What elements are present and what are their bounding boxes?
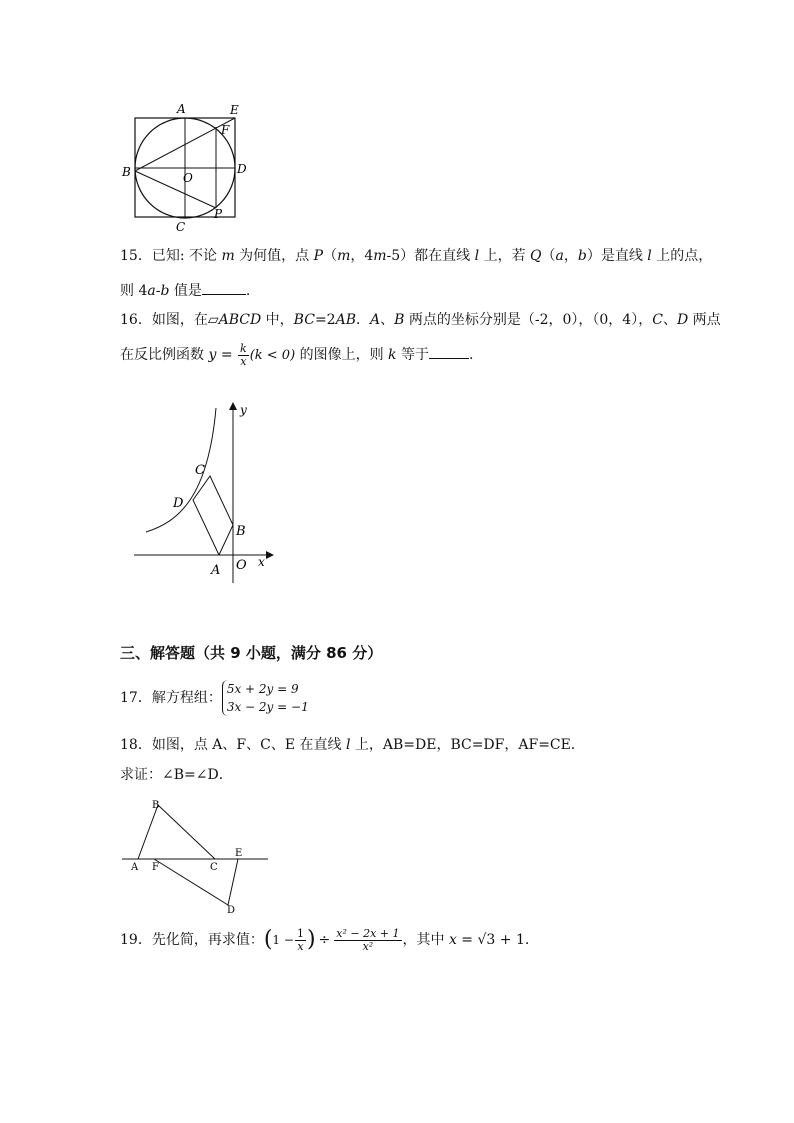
equation-2: 3x − 2y = −1 — [226, 700, 309, 714]
text: 两点的坐标分别是（-2，0），（0，4）， — [404, 312, 653, 328]
var-C: C — [652, 312, 663, 328]
figure-hyperbola-parallelogram — [128, 398, 278, 588]
label-C: C — [176, 220, 186, 234]
var-b: b — [577, 248, 587, 264]
question-15-line2 — [120, 280, 250, 301]
text: （ — [541, 248, 556, 264]
text: ． — [355, 312, 370, 328]
text: = — [216, 347, 238, 363]
section-title: 三、解答题（共 9 小题，满分 86 分） — [120, 644, 383, 662]
var-y: y — [208, 347, 217, 363]
text: =2 — [314, 312, 336, 328]
text: 上，AB=DE，BC=DF，AF=CE． — [350, 737, 585, 753]
var-b: b — [160, 283, 170, 299]
label-B: B — [236, 524, 246, 539]
var-m: m — [337, 248, 351, 264]
var-a: a — [555, 248, 564, 264]
label-A: A — [177, 102, 186, 116]
var-x: x — [448, 932, 457, 948]
text: -5）都在直线 — [386, 248, 475, 264]
question-number: 19． — [120, 932, 152, 948]
text: - — [155, 283, 161, 299]
numerator: 1 — [296, 926, 304, 940]
label-O: O — [183, 171, 193, 185]
text: 中， — [261, 312, 294, 328]
question-number: 16． — [120, 312, 152, 328]
denominator: x — [297, 939, 304, 953]
var-a: a — [147, 283, 156, 299]
text: 为何值，点 — [234, 248, 314, 264]
var-BC: BC — [293, 312, 315, 328]
label-F: F — [152, 862, 159, 873]
question-17 — [120, 678, 309, 718]
denominator: x — [240, 354, 247, 368]
label-y: y — [240, 403, 247, 417]
text: ， — [563, 248, 578, 264]
text: 两点 — [688, 312, 721, 328]
hyperbola-curve — [146, 408, 216, 532]
var-B: B — [394, 312, 405, 328]
label-E: E — [230, 103, 239, 117]
operator: ÷ — [318, 932, 331, 948]
text: ，其中 — [402, 932, 449, 948]
var-ABCD: ABCD — [218, 312, 262, 328]
text: ，4 — [350, 248, 374, 264]
line-BP — [135, 171, 216, 208]
question-16-line1 — [120, 310, 721, 330]
var-m: m — [221, 248, 235, 264]
parallelogram-ABCD — [193, 476, 233, 555]
text: （ — [323, 248, 338, 264]
text: 如图，点 A、F、C、E 在直线 — [151, 737, 346, 753]
label-O: O — [236, 558, 247, 573]
question-19 — [120, 922, 529, 958]
label-A: A — [131, 862, 139, 873]
condition: (k < 0) — [249, 348, 296, 363]
question-number: 18． — [120, 737, 152, 753]
var-D: D — [676, 312, 689, 328]
question-number: 15． — [120, 248, 152, 264]
paren-right: ) — [306, 927, 316, 952]
text: 上的点， — [651, 248, 713, 264]
label-A: A — [211, 563, 221, 578]
var-P: P — [313, 248, 324, 264]
label-D: D — [227, 905, 236, 915]
question-15-line1 — [120, 246, 712, 266]
text: 的图像上，则 — [295, 347, 389, 363]
label-C: C — [195, 463, 205, 478]
text: ）是直线 — [586, 248, 648, 264]
text: 先化简，再求值： — [151, 932, 264, 948]
text: 值是 — [169, 283, 202, 299]
fraction-polynomial — [334, 928, 401, 953]
label-D: D — [237, 162, 247, 176]
label-E: E — [235, 848, 243, 859]
question-18 — [120, 735, 585, 755]
question-16-line2 — [120, 338, 473, 373]
label-D: D — [173, 496, 184, 511]
text: + 1 — [495, 932, 525, 948]
label-P: P — [214, 207, 223, 221]
text: 如图，在▱ — [151, 312, 219, 328]
equation-system — [222, 680, 309, 716]
var-l: l — [474, 248, 480, 264]
var-l: l — [647, 248, 652, 264]
label-B: B — [122, 165, 131, 179]
fraction-k-over-x — [238, 343, 249, 368]
text: 等于 — [396, 347, 429, 363]
text: 、 — [380, 312, 395, 328]
var-Q: Q — [530, 248, 542, 264]
text: . — [468, 347, 474, 363]
text: 解方程组： — [151, 690, 222, 706]
text: 已知: 不论 — [151, 248, 222, 264]
triangle-FDE — [154, 859, 238, 905]
text: 上，若 — [479, 248, 531, 264]
text: 在反比例函数 — [120, 347, 209, 363]
text: = — [456, 932, 478, 948]
var-A: A — [369, 312, 381, 328]
text: 、 — [662, 312, 677, 328]
question-number: 17． — [120, 690, 152, 706]
text: 则 4 — [120, 283, 148, 299]
equation-1: 5x + 2y = 9 — [226, 682, 299, 696]
var-AB: AB — [335, 312, 356, 328]
x-axis-arrow — [266, 551, 274, 559]
fraction-1-over-x — [295, 928, 306, 953]
label-F: F — [221, 123, 230, 137]
text: . — [524, 932, 530, 948]
y-axis-arrow — [229, 402, 237, 410]
text: 1 − — [272, 933, 294, 947]
answer-blank[interactable] — [202, 280, 246, 295]
triangle-ABC — [138, 805, 215, 859]
text: . — [245, 283, 251, 299]
sqrt-3: √3 — [477, 932, 496, 948]
numerator: x² − 2x + 1 — [336, 926, 400, 940]
figure-triangles — [118, 795, 278, 915]
paren-left: ( — [263, 927, 273, 952]
label-C: C — [210, 862, 218, 873]
label-B: B — [152, 800, 160, 811]
figure-square-circle — [118, 100, 258, 235]
numerator: k — [240, 341, 247, 355]
question-18-proof: 求证：∠B=∠D． — [120, 767, 233, 783]
answer-blank[interactable] — [429, 344, 469, 359]
var-m: m — [373, 248, 387, 264]
var-l: l — [345, 737, 351, 753]
var-k: k — [388, 347, 397, 363]
denominator: x² — [362, 939, 374, 953]
label-x: x — [258, 555, 265, 569]
